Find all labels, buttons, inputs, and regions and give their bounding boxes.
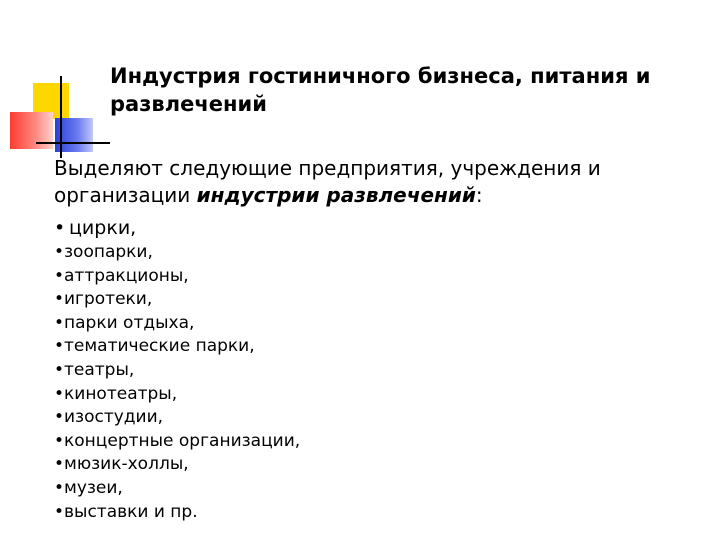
slide-title: Индустрия гостиничного бизнеса, питания и развлечений: [110, 64, 651, 116]
slide-content: [54, 155, 694, 524]
bullet-icon: •: [54, 359, 65, 380]
list-item: [54, 265, 694, 289]
bullet-icon: •: [54, 217, 66, 239]
list-item-text: мюзик-холлы,: [64, 454, 189, 475]
list-item: [54, 288, 694, 312]
list-item-text: изостудии,: [64, 407, 164, 428]
bullet-icon: •: [54, 383, 65, 404]
list-item: [54, 359, 694, 383]
list-item: [54, 453, 694, 477]
list-item-text: музеи,: [64, 477, 123, 498]
list-item: [54, 383, 694, 407]
bullet-icon: •: [54, 312, 65, 333]
list-item: [54, 406, 694, 430]
slide-decoration: [0, 0, 110, 160]
bullet-icon: •: [54, 289, 65, 310]
bullet-icon: •: [54, 454, 65, 475]
list-item-text: зоопарки,: [64, 242, 153, 262]
decoration-vertical-line: [60, 76, 62, 158]
list-item-text: аттракционы,: [64, 265, 189, 286]
list-item: [54, 501, 694, 525]
list-item: [54, 241, 694, 265]
bullet-icon: •: [54, 336, 65, 357]
intro-paragraph: [54, 155, 694, 209]
list-item: [54, 215, 694, 241]
intro-text: Выделяют следующие предприятия, учреждения и организации: [54, 156, 601, 207]
list-item-text: театры,: [64, 359, 135, 380]
list-item: [54, 335, 694, 359]
bullet-icon: •: [54, 501, 65, 522]
bullet-icon: •: [54, 265, 65, 286]
bullet-icon: •: [54, 477, 65, 498]
list-item: [54, 430, 694, 454]
enterprise-list: [54, 215, 694, 524]
list-item-text: цирки,: [69, 217, 137, 239]
list-item-text: тематические парки,: [64, 336, 255, 357]
bullet-icon: •: [54, 242, 65, 262]
list-item-text: кинотеатры,: [64, 383, 178, 404]
intro-emphasis: индустрии развлечений: [196, 183, 476, 207]
list-item: [54, 477, 694, 501]
intro-colon: :: [475, 183, 483, 207]
bullet-icon: •: [54, 407, 65, 428]
list-item-text: выставки и пр.: [64, 501, 198, 522]
bullet-icon: •: [54, 430, 65, 451]
list-item-text: парки отдыха,: [64, 312, 195, 333]
list-item: [54, 312, 694, 336]
decoration-horizontal-line: [36, 142, 110, 144]
list-item-text: игротеки,: [64, 289, 153, 310]
list-item-text: концертные организации,: [64, 430, 301, 451]
